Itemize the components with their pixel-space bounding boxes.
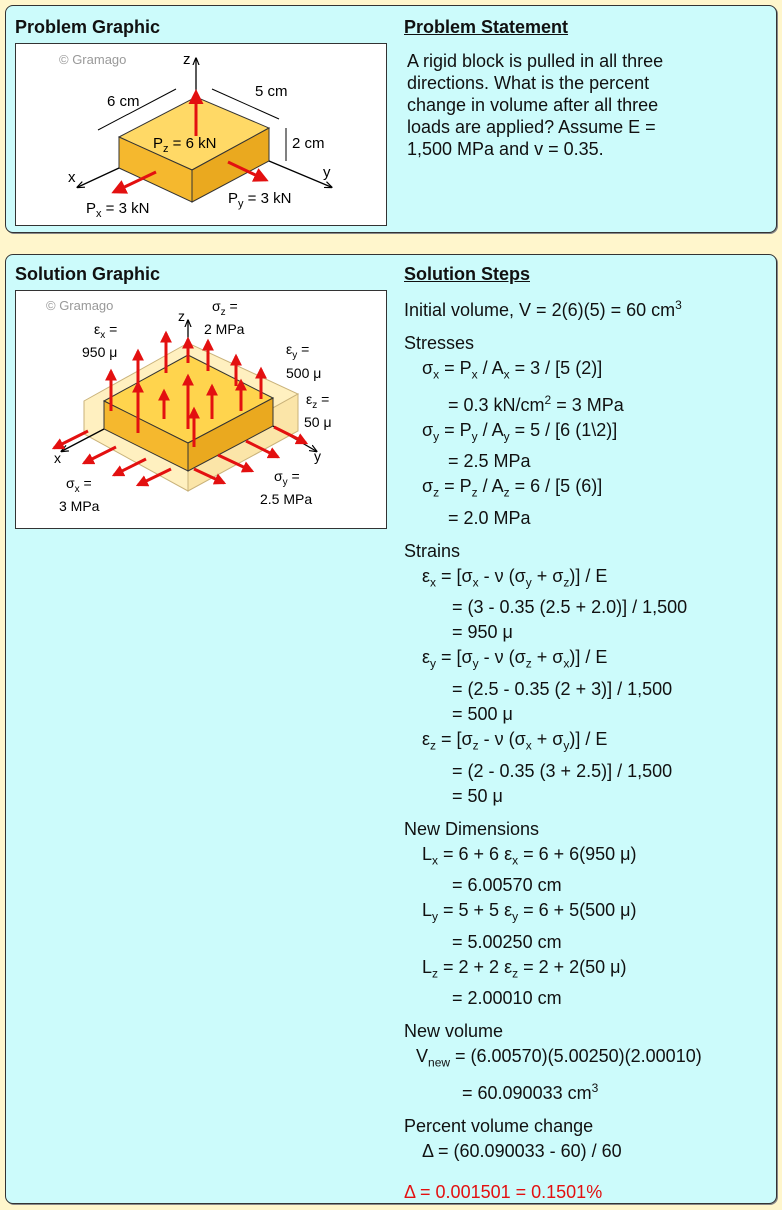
strain-z-line: $\varepsilon_z = [\sigma_z - \nu$ $(\sigma_x + \sigma_y)] / E$ [422, 728, 608, 753]
solution-figure-svg [16, 291, 386, 528]
solution-panel [5, 254, 777, 1204]
strain-y-line: $\varepsilon_y = [\sigma_y - \nu$ $(\sigma_z + \sigma_x)] / E$ [422, 647, 608, 671]
strain-z-calc: = (2 - 0.35 (3 + 2.5)] / 1,500 [452, 760, 673, 781]
axis-y-label: y [314, 448, 321, 464]
length-z-result: = 2.00010 cm [452, 988, 562, 1009]
solution-graphic-heading: Solution Graphic [15, 264, 161, 284]
stress-x-result: = 0.3 $kN/cm^2 = 3$ MPa [448, 392, 624, 415]
label-eps-z-value: 50 μ [304, 414, 332, 430]
x-axis [78, 168, 119, 187]
label-eps-x: $\varepsilon_x$ = [94, 321, 118, 341]
statement-line: A rigid block is pulled in all three [407, 51, 664, 71]
problem-panel [5, 5, 777, 233]
stress-z-result: = 2.0 MPa [448, 507, 531, 528]
label-eps-y: $\varepsilon_y$ = [286, 341, 310, 361]
stresses-heading: Stresses [404, 333, 475, 353]
label-sigma-x-value: 3 MPa [59, 498, 100, 514]
length-x-result: = 6.00570 cm [452, 875, 562, 896]
new-volume-line: $V_{new} = (6.00570)(5.00250)(2.00010)$ [416, 1046, 702, 1070]
strain-y-result: = 500 μ [452, 703, 513, 724]
label-sigma-y: $\sigma_y$ = [274, 468, 300, 488]
strain-x-result: = 950 μ [452, 622, 513, 643]
length-y-result: = 5.00250 cm [452, 931, 562, 952]
load-px: $P_x = 3$ kN [86, 200, 150, 220]
stress-z-line: $\sigma_z = P_z / A_z = 6 / [5$ (6)] [422, 476, 603, 500]
statement-line: change in volume after all three [407, 95, 659, 115]
length-x-line: $L_x = 6 + 6$ $\varepsilon_x = 6 + 6(950$ μ) [422, 843, 637, 868]
solution-figure [15, 290, 387, 529]
problem-figure [15, 43, 387, 226]
dim-y: 5 cm [255, 83, 288, 100]
percent-change-line: Δ = (60.090033 - 60) / 60 [422, 1140, 622, 1161]
axis-z-label: z [178, 308, 185, 324]
stress-y-result: = 2.5 MPa [448, 451, 531, 472]
strain-x-line: $\varepsilon_x = [\sigma_x - \nu$ $(\sigma_y + \sigma_z)] / E$ [422, 565, 608, 590]
percent-change-heading: Percent volume change [404, 1115, 594, 1136]
problem-statement-heading: Problem Statement [404, 17, 569, 37]
problem-graphic-heading: Problem Graphic [15, 17, 161, 37]
strain-x-calc: = (3 - 0.35 (2.5 + 2.0)] / 1,500 [452, 597, 688, 618]
label-sigma-x: $\sigma_x$ = [66, 475, 92, 495]
statement-line: 1,500 MPa and v = 0.35. [407, 139, 604, 159]
statement-line: loads are applied? Assume E = [407, 117, 656, 137]
label-sigma-z: $\sigma_z$ = [212, 298, 238, 318]
y-axis [269, 161, 331, 187]
axis-z-label: z [183, 51, 191, 68]
stress-y-line: $\sigma_y = P_y / A_y = 5 / [6$ (1\2)] [422, 419, 618, 444]
axis-x-label: x [68, 169, 76, 186]
load-py: $P_y = 3$ kN [228, 190, 292, 210]
watermark: © Gramago [59, 52, 127, 67]
problem-figure-svg [16, 44, 386, 225]
strains-heading: Strains [404, 540, 461, 561]
label-eps-y-value: 500 μ [286, 365, 322, 381]
dim-x: 6 cm [107, 93, 140, 110]
length-z-line: $L_z = 2 + 2$ $\varepsilon_z = 2 + 2(50$ μ) [422, 956, 627, 981]
dim-z: 2 cm [292, 135, 325, 152]
final-answer: Δ = 0.001501 = 0.1501% [404, 1181, 603, 1202]
strain-y-calc: = (2.5 - 0.35 (2 + 3)] / 1,500 [452, 678, 673, 699]
label-sigma-z-value: 2 MPa [204, 321, 245, 337]
arrow-x [84, 447, 116, 463]
label-eps-x-value: 950 μ [82, 344, 118, 360]
length-y-line: $L_y = 5 + 5$ $\varepsilon_y = 6 + 5(500$ μ) [422, 900, 637, 924]
solution-steps-heading: Solution Steps [404, 264, 530, 284]
solution-steps [404, 293, 774, 1205]
new-volume-heading: New volume [404, 1021, 504, 1042]
label-eps-z: $\varepsilon_z$ = [306, 391, 330, 411]
new-volume-result: = 60.090033 $cm^3$ [462, 1080, 599, 1103]
initial-volume: Initial volume, V = 2(6)(5) = 60 $cm^3$ [404, 298, 682, 320]
problem-statement-text [407, 50, 747, 160]
axis-x-label: x [54, 450, 61, 466]
statement-line: directions. What is the percent [407, 73, 650, 93]
label-sigma-y-value: 2.5 MPa [260, 491, 313, 507]
axis-y-label: y [323, 164, 331, 181]
new-dimensions-heading: New Dimensions [404, 818, 540, 839]
stress-x-line: $\sigma_x = P_x / A_x = 3 / [5$ (2)] [422, 358, 603, 382]
load-pz: $P_z = 6$ kN [153, 135, 217, 155]
watermark: © Gramago [46, 298, 114, 313]
arrow-x [114, 459, 146, 475]
strain-z-result: = 50 μ [452, 785, 503, 806]
